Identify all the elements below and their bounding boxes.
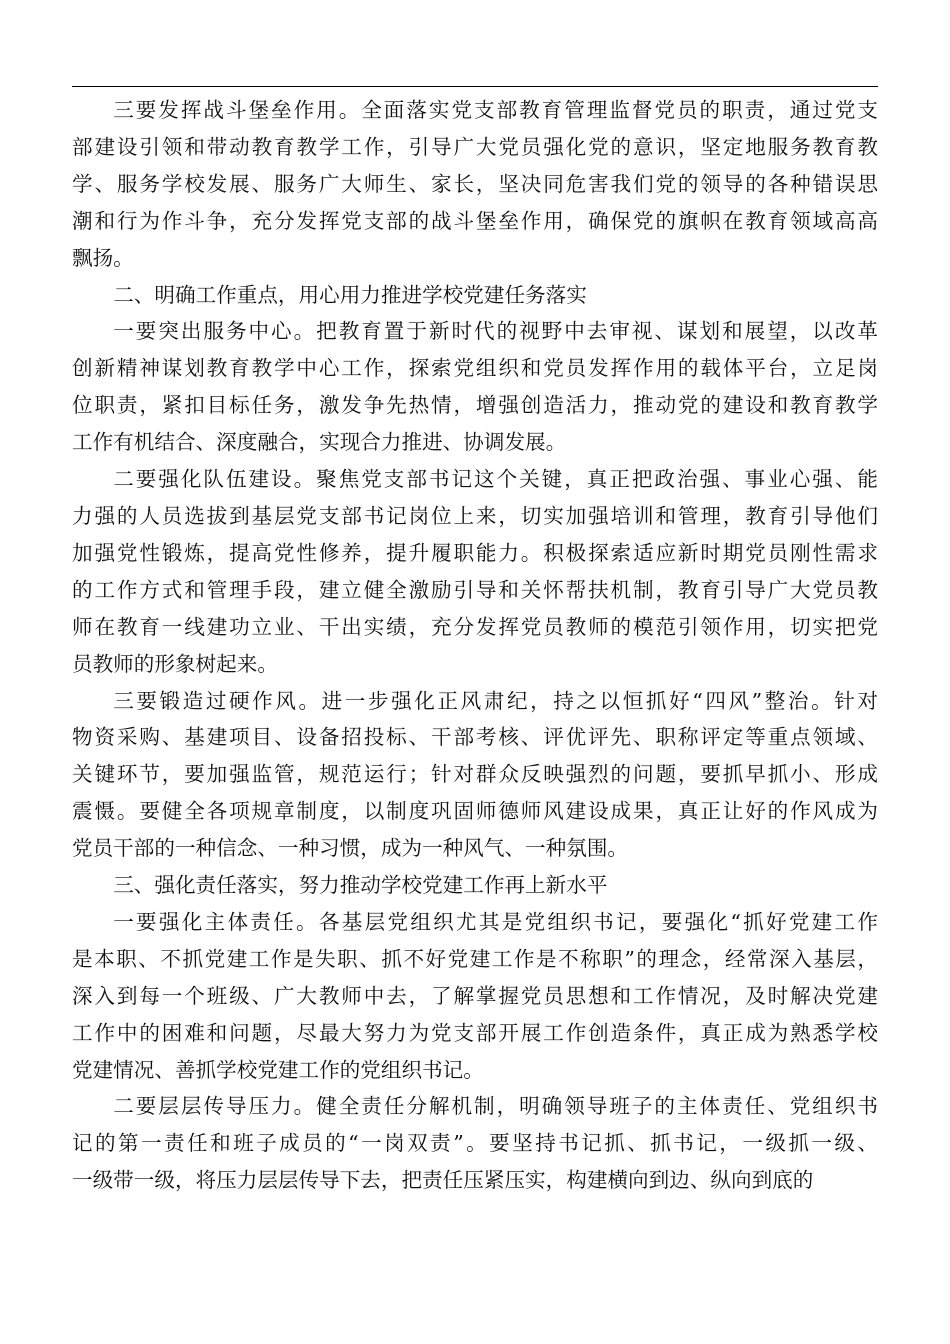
text-line: 潮和行为作斗争，充分发挥党支部的战斗堡垒作用，确保党的旗帜在教育领域高高 [72, 208, 878, 233]
paragraph-p7 [72, 904, 878, 1089]
text-line: 飘扬。 [72, 245, 134, 270]
text-line: 一级带一级，将压力层层传导下去，把责任压紧压实，构建横向到边、纵向到底的 [72, 1168, 814, 1193]
paragraph-p3 [72, 313, 878, 461]
paragraph-p8 [72, 1088, 878, 1199]
text-line: 创新精神谋划教育教学中心工作，探索党组织和党员发挥作用的载体平台，立足岗 [72, 356, 878, 381]
header-rule [72, 86, 878, 87]
text-line: 党员干部的一种信念、一种习惯，成为一种风气、一种氛围。 [72, 836, 629, 861]
text-line: 一要突出服务中心。把教育置于新时代的视野中去审视、谋划和展望，以改革 [113, 319, 878, 344]
text-line: 是本职、不抓党建工作是失职、抓不好党建工作是不称职”的理念，经常深入基层， [72, 946, 878, 971]
text-line: 关键环节，要加强监管，规范运行；针对群众反映强烈的问题，要抓早抓小、形成 [72, 762, 878, 787]
text-line: 记的第一责任和班子成员的“一岗双责”。要坚持书记抓、抓书记，一级抓一级、 [72, 1131, 878, 1156]
text-line: 物资采购、基建项目、设备招投标、干部考核、评优评先、职称评定等重点领域、 [72, 725, 878, 750]
text-line: 二要强化队伍建设。聚焦党支部书记这个关键，真正把政治强、事业心强、能 [113, 467, 878, 492]
text-line: 力强的人员选拔到基层党支部书记岗位上来，切实加强培训和管理，教育引导他们 [72, 503, 878, 528]
paragraph-p4 [72, 461, 878, 682]
text-line: 位职责，紧扣目标任务，激发争先热情，增强创造活力，推动党的建设和教育教学 [72, 393, 878, 418]
text-line: 一要强化主体责任。各基层党组织尤其是党组织书记，要强化“抓好党建工作 [113, 909, 878, 934]
document-body [72, 92, 878, 1199]
text-line: 员教师的形象树起来。 [72, 651, 278, 676]
text-line: 三要发挥战斗堡垒作用。全面落实党支部教育管理监督党员的职责，通过党支 [113, 98, 878, 122]
text-line: 工作中的困难和问题，尽最大努力为党支部开展工作创造条件，真正成为熟悉学校 [72, 1020, 878, 1045]
paragraph-p1 [72, 92, 878, 277]
text-line: 震慑。要健全各项规章制度，以制度巩固师德师风建设成果，真正让好的作风成为 [72, 799, 878, 824]
text-line: 师在教育一线建功立业、干出实绩，充分发挥党员教师的模范引领作用，切实把党 [72, 614, 878, 639]
text-line: 二、明确工作重点，用心用力推进学校党建任务落实 [113, 282, 587, 307]
text-line: 三要锻造过硬作风。进一步强化正风肃纪，持之以恒抓好“四风”整治。针对 [113, 688, 878, 713]
paragraph-p5 [72, 683, 878, 868]
text-line: 工作有机结合、深度融合，实现合力推进、协调发展。 [72, 430, 567, 455]
text-line: 学、服务学校发展、服务广大师生、家长，坚决同危害我们党的领导的各种错误思 [72, 171, 878, 196]
text-line: 加强党性锻炼，提高党性修养，提升履职能力。积极探索适应新时期党员刚性需求 [72, 540, 878, 565]
paragraph-p6 [72, 867, 878, 904]
text-line: 二要层层传导压力。健全责任分解机制，明确领导班子的主体责任、党组织书 [113, 1094, 878, 1119]
text-line: 三、强化责任落实，努力推动学校党建工作再上新水平 [113, 873, 608, 898]
text-line: 部建设引领和带动教育教学工作，引导广大党员强化党的意识，坚定地服务教育教 [72, 134, 878, 159]
text-line: 的工作方式和管理手段，建立健全激励引导和关怀帮扶机制，教育引导广大党员教 [72, 577, 878, 602]
text-line: 深入到每一个班级、广大教师中去，了解掌握党员思想和工作情况，及时解决党建 [72, 983, 878, 1008]
text-line: 党建情况、善抓学校党建工作的党组织书记。 [72, 1057, 484, 1082]
paragraph-p2 [72, 277, 878, 314]
